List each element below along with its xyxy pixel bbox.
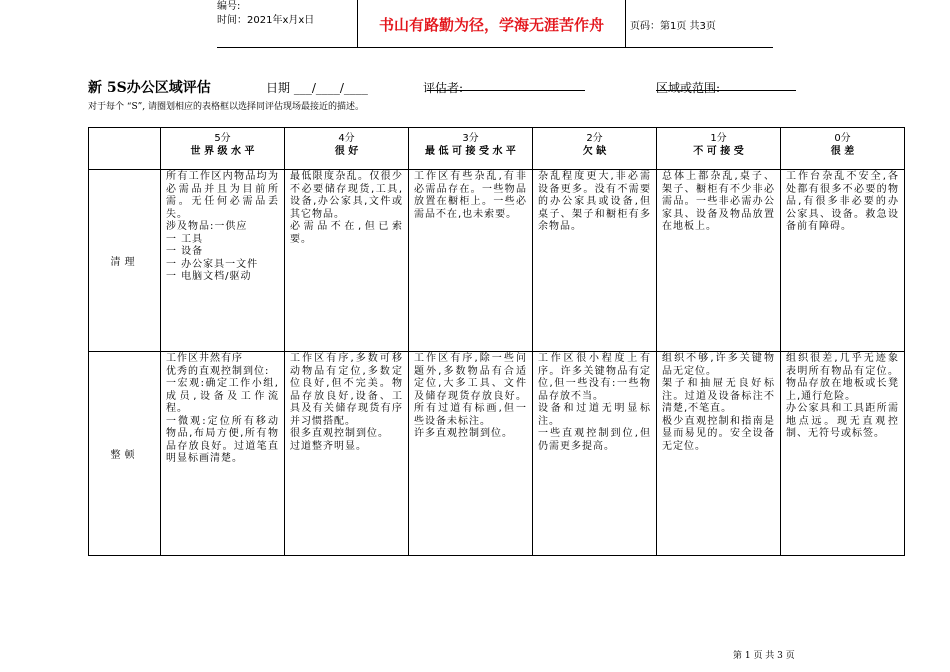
level-header — [409, 128, 533, 170]
footer-page-number: 第 1 页 共 3 页 — [733, 651, 795, 661]
criteria-cell[interactable]: 总体上都杂乱,桌子、架子、橱柜有不少非必需品。一些非必需办公家具、设备及物品放置在地板上。 — [657, 170, 781, 352]
criteria-cell[interactable]: 工作区井然有序 优秀的直观控制到位: 一宏观:确定工作小组,成员,设备及工作流程。 一微观:定位所有移动物品,布局方便,所有物品存放良好。过道笔直明显标画清楚。 — [161, 352, 285, 556]
criteria-cell[interactable]: 工作区有序,多数可移动物品有定位,多数定位良好,但不完美。物品存放良好,设备、工具及有关储存现货有序并习惯搭配。 很多直观控制到位。 过道整齐明显。 — [285, 352, 409, 556]
level-name: 很 差 — [830, 146, 855, 157]
level-name: 欠 缺 — [582, 146, 607, 157]
header-motto: 书山有路勤为径，学海无涯苦作舟 — [378, 16, 604, 34]
assessor-label: 评估者: — [423, 81, 464, 95]
level-header — [161, 128, 285, 170]
level-score: 1分 — [710, 133, 727, 144]
category-label: 整顿 — [89, 352, 161, 556]
level-score: 0分 — [834, 133, 851, 144]
criteria-cell[interactable]: 工作区有序,除一些问题外,多数物品有合适定位,大多工具、文件及储存现货存放良好。所有过道有标画,但一些设备未标注。 许多直观控制到位。 — [409, 352, 533, 556]
level-header — [285, 128, 409, 170]
level-score: 3分 — [462, 133, 479, 144]
level-score: 2分 — [586, 133, 603, 144]
criteria-cell[interactable]: 组织不够,许多关键物品无定位。 架子和抽屉无良好标注。过道及设备标注不清楚,不笔直。 极少直观控制和指南是显而易见的。安全设备无定位。 — [657, 352, 781, 556]
table-row-set-in-order — [89, 352, 905, 556]
area-blank — [656, 79, 796, 91]
level-name: 世 界 级 水 平 — [190, 146, 255, 157]
form-title-row — [88, 77, 948, 97]
criteria-cell[interactable]: 最低限度杂乱。仅很少不必要储存现货,工具,设备,办公家具,文件或其它物品。 必需品不在,但已索要。 — [285, 170, 409, 352]
level-header — [781, 128, 905, 170]
header-info — [217, 0, 357, 48]
doc-number-label: 编号: — [217, 1, 241, 12]
header-date: 时间：2021年x月x日 — [217, 15, 315, 26]
instructions: 对于每个 “S”, 请圈划相应的表格框以选择同评估现场最接近的描述。 — [88, 102, 364, 112]
criteria-cell[interactable]: 工作区有些杂乱,有非必需品存在。一些物品放置在橱柜上。一些必需品不在,也未索要。 — [409, 170, 533, 352]
assessor-blank — [427, 79, 585, 91]
level-name: 不 可 接 受 — [693, 146, 744, 157]
criteria-cell[interactable]: 所有工作区内物品均为必需品并且为目前所需。无任何必需品丢失。 涉及物品:一供应 一 工具 一 设备 一 办公家具一文件 一 电脑文档/驱动 — [161, 170, 285, 352]
header-page-number: 页码：第1页 共3页 — [630, 21, 716, 32]
evaluation-table — [88, 127, 905, 556]
level-score: 4分 — [338, 133, 355, 144]
criteria-cell[interactable]: 工作台杂乱不安全,各处都有很多不必要的物品,有很多非必要的办公家具、设备。救急设备前有障碍。 — [781, 170, 905, 352]
level-score: 5分 — [214, 133, 231, 144]
level-header — [657, 128, 781, 170]
page-title: 新 5S办公区域评估 — [88, 80, 211, 96]
table-header-row — [89, 128, 905, 170]
level-name: 很 好 — [334, 146, 359, 157]
header-blank-cell — [89, 128, 161, 170]
header-rule — [217, 47, 773, 48]
date-field: 日期 ___/____/____ — [266, 81, 368, 95]
criteria-cell[interactable]: 工作区很小程度上有序。许多关键物品有定位,但一些没有:一些物品存放不当。 设备和过道无明显标注。 一些直观控制到位,但仍需更多提高。 — [533, 352, 657, 556]
criteria-cell[interactable]: 杂乱程度更大,非必需设备更多。没有不需要的办公家具或设备,但桌子、架子和橱柜有多余物品。 — [533, 170, 657, 352]
area-label: 区域或范围: — [656, 81, 721, 95]
level-header — [533, 128, 657, 170]
level-name: 最 低 可 接 受 水 平 — [425, 146, 516, 157]
category-label: 清理 — [89, 170, 161, 352]
table-row-sort — [89, 170, 905, 352]
criteria-cell[interactable]: 组织很差,几乎无迹象表明所有物品有定位。物品存放在地板或长凳上,通行危险。 办公家具和工具距所需地点远。现无直观控制、无符号或标签。 — [781, 352, 905, 556]
header-divider — [625, 0, 626, 48]
